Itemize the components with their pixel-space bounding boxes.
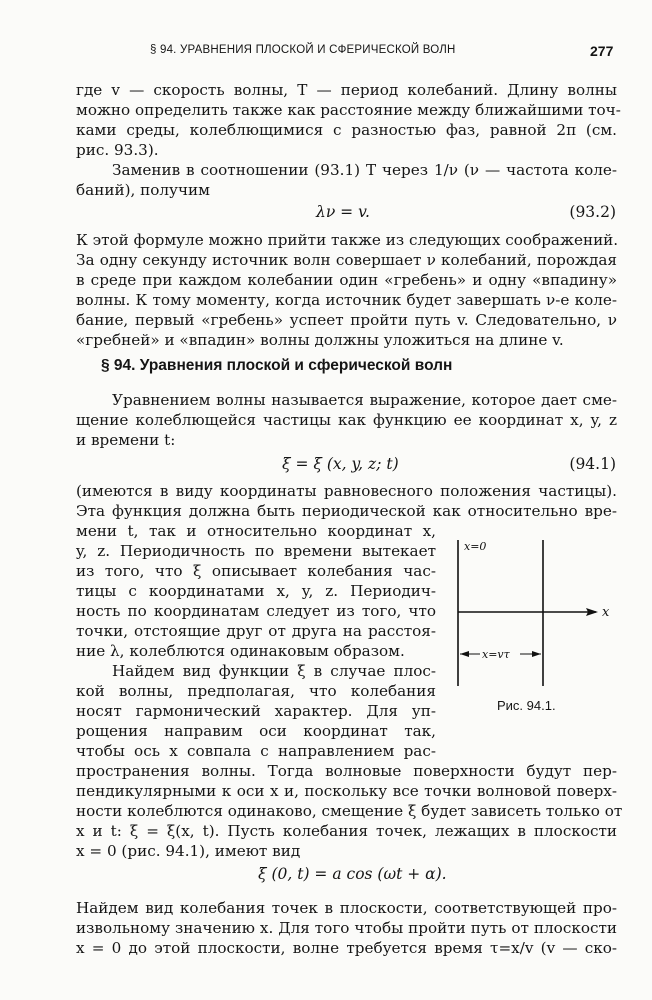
label-x0: x=0: [464, 540, 487, 553]
text-line: носят гармонический характер. Для уп-: [76, 702, 436, 720]
text-line: тицы с координатами x, y, z. Периодич-: [76, 582, 436, 600]
text-line: Найдем вид функции ξ в случае плос-: [112, 662, 436, 680]
equation-plane-wave: ξ (0, t) = a cos (ωt + α).: [258, 865, 447, 883]
text-line: кой волны, предполагая, что колебания: [76, 682, 436, 700]
text-line: ками среды, колеблющимися с разностью фаз, равной 2π (см.: [76, 121, 617, 139]
text-line: чтобы ось x совпала с направлением рас-: [76, 742, 436, 760]
text-line: пендикулярными к оси x и, поскольку все точки волновой поверх-: [76, 782, 617, 800]
text-line: рощения направим оси координат так,: [76, 722, 436, 740]
text-line: (имеются в виду координаты равновесного положения частицы).: [76, 482, 617, 500]
text-line: точки, отстоящие друг от друга на расстоя-: [76, 622, 436, 640]
text-line: можно определить также как расстояние между ближайшими точ-: [76, 101, 621, 119]
text-line: «гребней» и «впадин» волны должны уложиться на длине v.: [76, 331, 564, 349]
page-number: 277: [590, 43, 614, 59]
distance-arrow-right: [532, 651, 541, 657]
figure-94-1: [452, 538, 620, 692]
text-line: щение колеблющейся частицы как функцию ее координат x, y, z: [76, 411, 617, 429]
equation-number: (93.2): [569, 203, 616, 221]
text-line: Эта функция должна быть периодической как относительно вре-: [76, 502, 617, 520]
label-x-axis: x: [602, 605, 610, 620]
text-line: ние λ, колеблются одинаковым образом.: [76, 642, 405, 660]
text-line: рис. 93.3).: [76, 141, 159, 159]
text-line: волны. К тому моменту, когда источник будет завершать ν-е коле-: [76, 291, 617, 309]
figure-caption: Рис. 94.1.: [497, 698, 556, 713]
text-line: баний), получим: [76, 181, 210, 199]
text-line: ности колеблются одинаково, смещение ξ будет зависеть только от: [76, 802, 623, 820]
figure-diagram: [452, 538, 620, 688]
text-line: x = 0 до этой плоскости, волне требуется время τ=x/v (v — ско-: [76, 939, 617, 957]
text-line: бание, первый «гребень» успеет пройти путь v. Следовательно, ν: [76, 311, 617, 329]
text-line: мени t, так и относительно координат x,: [76, 522, 436, 540]
text-line: и времени t:: [76, 431, 176, 449]
equation-94-1: ξ = ξ (x, y, z; t): [282, 455, 399, 473]
text-line: x = 0 (рис. 94.1), имеют вид: [76, 842, 301, 860]
text-line: пространения волны. Тогда волновые поверхности будут пер-: [76, 762, 617, 780]
text-line: где v — скорость волны, T — период колебаний. Длину волны: [76, 81, 617, 99]
distance-arrow-left: [460, 651, 469, 657]
equation-93-2: λν = v.: [316, 203, 370, 221]
text-line: Уравнением волны называется выражение, которое дает сме-: [112, 391, 617, 409]
text-line: в среде при каждом колебании один «гребень» и одну «впадину»: [76, 271, 617, 289]
text-line: из того, что ξ описывает колебания час-: [76, 562, 436, 580]
text-line: Заменив в соотношении (93.1) T через 1/ν (ν — частота коле-: [112, 161, 617, 179]
section-title: § 94. Уравнения плоской и сферической волн: [101, 357, 453, 374]
text-line: ность по координатам следует из того, что: [76, 602, 436, 620]
text-line: К этой формуле можно прийти также из следующих соображений.: [76, 231, 619, 249]
text-line: y, z. Периодичность по времени вытекает: [76, 542, 436, 560]
text-line: x и t: ξ = ξ(x, t). Пусть колебания точек, лежащих в плоскости: [76, 822, 617, 840]
running-header: § 94. УРАВНЕНИЯ ПЛОСКОЙ И СФЕРИЧЕСКОЙ ВОЛН: [150, 44, 456, 56]
text-line: За одну секунду источник волн совершает ν колебаний, порождая: [76, 251, 617, 269]
equation-number: (94.1): [569, 455, 616, 473]
text-line: извольному значению x. Для того чтобы пройти путь от плоскости: [76, 919, 617, 937]
label-distance: x=vτ: [482, 648, 510, 661]
text-line: Найдем вид колебания точек в плоскости, соответствующей про-: [76, 899, 617, 917]
